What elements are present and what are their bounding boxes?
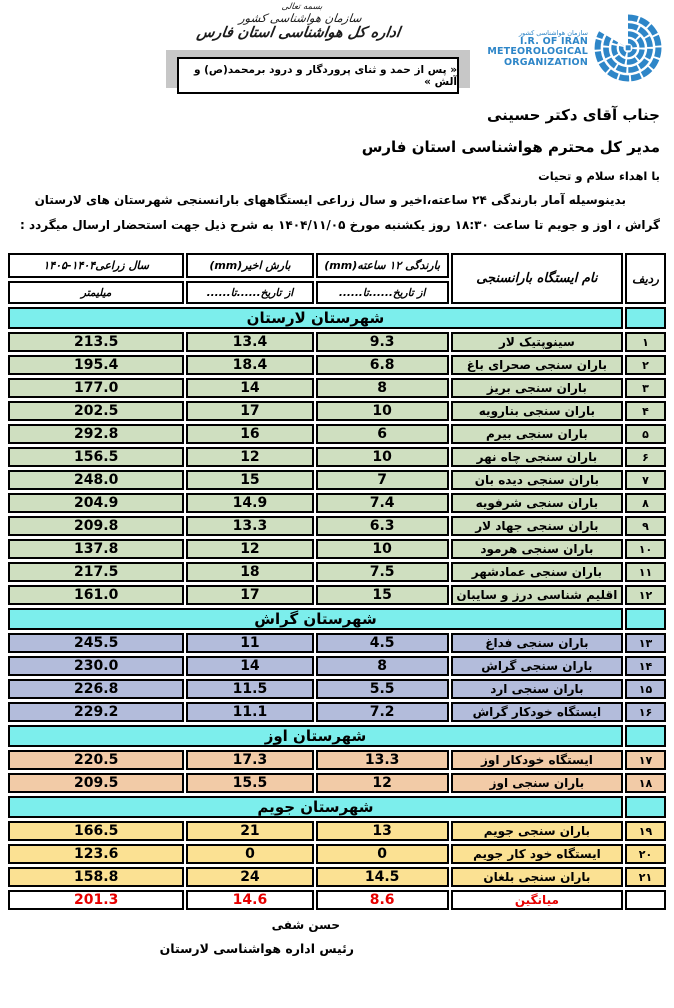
recent-rain-cell: 17.3 [186,750,313,770]
annual-rain-cell: 158.8 [8,867,184,887]
letter-header [0,0,674,250]
station-data-row [8,516,666,536]
annual-rain-cell: 230.0 [8,656,184,676]
section-row-no-cell [625,725,666,747]
row-index-cell: ۱۵ [625,679,666,699]
station-name-cell: باران سنجی هرمود [451,539,623,559]
invocation-box: « پس از حمد و ثنای پروردگار و درود برمحمد(ص) و آلش » [177,57,459,94]
organization-line: سازمان هواشناسی کشور [238,11,363,25]
signer-name: حسن شفی [271,918,340,932]
station-data-row [8,867,666,887]
row-index-cell: ۲۱ [625,867,666,887]
recent-rain-cell: 21 [186,821,313,841]
rain-12h-cell: 6.8 [316,355,449,375]
annual-rain-cell: 217.5 [8,562,184,582]
row-index-cell: ۵ [625,424,666,444]
recent-rain-cell: 18 [186,562,313,582]
average-row [8,890,666,910]
station-data-row [8,424,666,444]
rain-12h-cell: 10 [316,539,449,559]
spiral-logo-icon [590,6,666,90]
recent-rain-cell: 18.4 [186,355,313,375]
rain-12h-cell: 10 [316,401,449,421]
logo-caption-fa: سازمان هواشناسی کشور [518,29,588,37]
rain-12h-cell: 6.3 [316,516,449,536]
row-index-cell: ۱۰ [625,539,666,559]
station-name-cell: باران سنجی بیرم [451,424,623,444]
station-name-cell: باران سنجی عمادشهر [451,562,623,582]
row-index-cell: ۱۸ [625,773,666,793]
annual-rain-cell: 156.5 [8,447,184,467]
station-name-cell: باران سنجی ارد [451,679,623,699]
county-section-title: شهرستان گراش [8,608,623,630]
row-index-cell: ۳ [625,378,666,398]
station-name-cell: باران سنجی بنارویه [451,401,623,421]
county-section-row [8,307,666,329]
section-row-no-cell [625,307,666,329]
station-data-row [8,539,666,559]
station-name-cell: باران سنجی دیده بان [451,470,623,490]
annual-rain-cell: 177.0 [8,378,184,398]
annual-rain-cell: 220.5 [8,750,184,770]
recent-rain-cell: 15.5 [186,773,313,793]
rain-12h-cell: 4.5 [316,633,449,653]
row-index-cell: ۱۴ [625,656,666,676]
station-name-cell: ایستگاه خود کار جویم [451,844,623,864]
row-index-cell: ۲ [625,355,666,375]
recent-rain-cell: 11.1 [186,702,313,722]
rain-12h-cell: 9.3 [316,332,449,352]
annual-rain-cell: 204.9 [8,493,184,513]
row-index-cell: ۶ [625,447,666,467]
row-index-cell: ۱۶ [625,702,666,722]
station-name-cell: باران سنجی اوز [451,773,623,793]
rain-12h-cell: 0 [316,844,449,864]
besmele-line: بسمه تعالی [280,2,324,12]
logo-caption-en-line2: METEOROLOGICAL [487,46,588,58]
letter-body-line1: بدینوسیله آمار بارندگی ۲۴ ساعته،اخیر و سال زراعی ایستگاههای بارانسنجی شهرستان های لارستان [34,193,626,207]
county-section-title: شهرستان اوز [8,725,623,747]
row-index-cell: ۱۷ [625,750,666,770]
recent-rain-cell: 0 [186,844,313,864]
county-section-row [8,608,666,630]
row-index-cell: ۸ [625,493,666,513]
recent-rain-cell: 14.9 [186,493,313,513]
recent-rain-cell: 17 [186,585,313,605]
signer-title: رئیس اداره هواشناسی لارستان [159,941,354,956]
station-name-cell: باران سنجی جویم [451,821,623,841]
rain-12h-cell: 7.4 [316,493,449,513]
rain-12h-cell: 12 [316,773,449,793]
logo-caption-en-line1: I.R. OF IRAN [520,35,588,47]
station-name-cell: باران سنجی بریز [451,378,623,398]
station-data-row [8,401,666,421]
rain-12h-cell: 8 [316,378,449,398]
header-row-no: ردیف [625,253,666,304]
header-station-name: نام ایستگاه بارانسنجی [451,253,623,304]
row-index-cell: ۹ [625,516,666,536]
station-name-cell: باران سنجی گراش [451,656,623,676]
row-index-cell: ۱۹ [625,821,666,841]
station-name-cell: باران سنجی چاه نهر [451,447,623,467]
greeting-line: با اهداء سلام و تحیات [538,169,660,183]
county-section-row [8,796,666,818]
signature-block [0,918,674,956]
station-name-cell: اقلیم شناسی درز و سایبان [451,585,623,605]
county-section-title: شهرستان لارستان [8,307,623,329]
average-row-no-cell [625,890,666,910]
station-data-row [8,773,666,793]
section-row-no-cell [625,796,666,818]
header-crop-year: سال زراعی۱۴۰۴-۱۴۰۵ [8,253,184,278]
average-label-cell: میانگین [451,890,623,910]
annual-rain-cell: 209.8 [8,516,184,536]
station-data-row [8,679,666,699]
row-index-cell: ۱۳ [625,633,666,653]
rain-12h-cell: 7.5 [316,562,449,582]
annual-rain-cell: 137.8 [8,539,184,559]
rainfall-table [6,250,668,913]
station-name-cell: باران سنجی جهاد لار [451,516,623,536]
station-data-row [8,585,666,605]
station-data-row [8,633,666,653]
county-section-title: شهرستان جویم [8,796,623,818]
station-data-row [8,750,666,770]
station-data-row [8,844,666,864]
station-data-row [8,378,666,398]
recent-rain-cell: 15 [186,470,313,490]
recent-rain-cell: 14 [186,378,313,398]
station-name-cell: ایستگاه خودکار گراش [451,702,623,722]
recent-rain-cell: 16 [186,424,313,444]
rain-12h-cell: 15 [316,585,449,605]
rain-12h-cell: 8 [316,656,449,676]
annual-rain-cell: 202.5 [8,401,184,421]
table-body [8,307,666,910]
irimo-logo [487,6,666,90]
station-data-row [8,702,666,722]
rain-12h-cell: 14.5 [316,867,449,887]
station-data-row [8,332,666,352]
row-index-cell: ۱۱ [625,562,666,582]
station-name-cell: باران سنجی فداغ [451,633,623,653]
header-recent-rain-dates: از تاریخ......تا...... [186,281,313,304]
letter-body [0,96,674,232]
annual-rain-cell: 245.5 [8,633,184,653]
average-recent-rain-cell: 14.6 [186,890,313,910]
rain-12h-cell: 7 [316,470,449,490]
annual-rain-cell: 209.5 [8,773,184,793]
station-name-cell: ایستگاه خودکار اوز [451,750,623,770]
rain-12h-cell: 13.3 [316,750,449,770]
annual-rain-cell: 166.5 [8,821,184,841]
recent-rain-cell: 14 [186,656,313,676]
station-data-row [8,821,666,841]
letterhead-calligraphy [147,2,452,41]
logo-caption [487,30,588,69]
station-name-cell: باران سنجی صحرای باغ [451,355,623,375]
row-index-cell: ۴ [625,401,666,421]
header-rain-12h: بارندگی ۱۲ ساعته(mm) [316,253,449,278]
station-data-row [8,447,666,467]
annual-rain-cell: 123.6 [8,844,184,864]
header-recent-rain: بارش اخیر(mm) [186,253,313,278]
station-name-cell: باران سنجی شرفویه [451,493,623,513]
station-data-row [8,493,666,513]
station-data-row [8,355,666,375]
recent-rain-cell: 12 [186,539,313,559]
station-name-cell: باران سنجی بلغان [451,867,623,887]
station-data-row [8,656,666,676]
annual-rain-cell: 195.4 [8,355,184,375]
recipient-title: مدیر کل محترم هواشناسی استان فارس [361,138,660,156]
recent-rain-cell: 11 [186,633,313,653]
county-section-row [8,725,666,747]
station-data-row [8,470,666,490]
average-annual-rain-cell: 201.3 [8,890,184,910]
rain-12h-cell: 6 [316,424,449,444]
province-office-line: اداره کل هواشناسی استان فارس [195,24,402,41]
annual-rain-cell: 229.2 [8,702,184,722]
recent-rain-cell: 13.4 [186,332,313,352]
section-row-no-cell [625,608,666,630]
recent-rain-cell: 12 [186,447,313,467]
station-name-cell: سینوپتیک لار [451,332,623,352]
recent-rain-cell: 17 [186,401,313,421]
average-rain-12h-cell: 8.6 [316,890,449,910]
row-index-cell: ۷ [625,470,666,490]
annual-rain-cell: 248.0 [8,470,184,490]
recent-rain-cell: 13.3 [186,516,313,536]
header-rain-12h-dates: از تاریخ......تا...... [316,281,449,304]
row-index-cell: ۱ [625,332,666,352]
header-millimeter: میلیمتر [8,281,184,304]
rain-12h-cell: 13 [316,821,449,841]
rain-12h-cell: 7.2 [316,702,449,722]
annual-rain-cell: 292.8 [8,424,184,444]
annual-rain-cell: 213.5 [8,332,184,352]
row-index-cell: ۱۲ [625,585,666,605]
annual-rain-cell: 226.8 [8,679,184,699]
recent-rain-cell: 24 [186,867,313,887]
recipient-name: جناب آقای دکتر حسینی [486,106,660,124]
annual-rain-cell: 161.0 [8,585,184,605]
logo-caption-en-line3: ORGANIZATION [504,57,588,69]
letter-body-line2: گراش ، اوز و جویم تا ساعت ۱۸:۳۰ روز یکشنبه مورخ ۱۴۰۴/۱۱/۰۵ به شرح ذیل جهت استحضار ارسال میگردد : [20,218,660,232]
station-data-row [8,562,666,582]
rain-12h-cell: 10 [316,447,449,467]
recent-rain-cell: 11.5 [186,679,313,699]
row-index-cell: ۲۰ [625,844,666,864]
rain-12h-cell: 5.5 [316,679,449,699]
